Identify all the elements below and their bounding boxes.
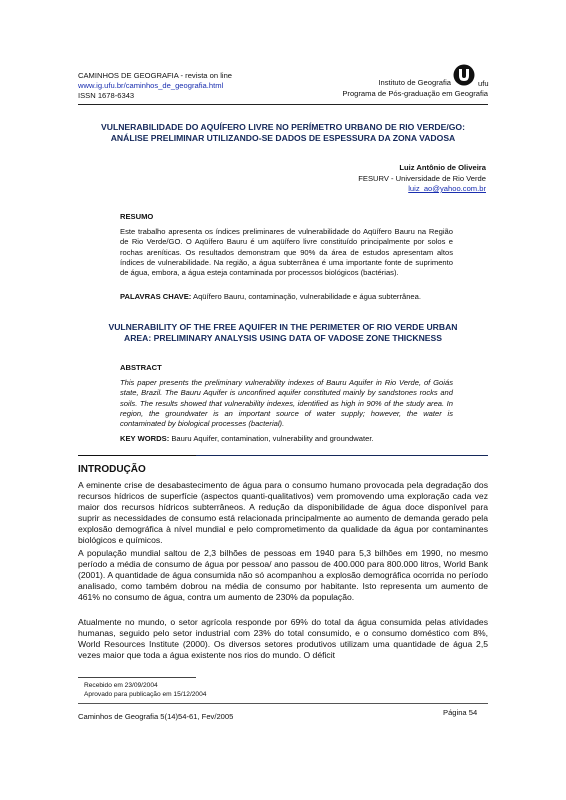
issn: ISSN 1678-6343 [78, 91, 135, 101]
header-divider [78, 104, 488, 105]
title-portuguese [78, 122, 488, 144]
footer-citation: Caminhos de Geografia 5(14)54-61, Fev/2005 [78, 712, 234, 721]
author-affiliation: FESURV - Universidade de Rio Verde [358, 173, 486, 183]
keywords-label-pt: PALAVRAS CHAVE: [120, 292, 192, 301]
intro-heading: INTRODUÇÃO [78, 464, 146, 475]
program-name: Programa de Pós-graduação em Geografia [342, 89, 488, 98]
author-name: Luiz Antônio de Oliveira [399, 163, 486, 172]
resumo-body: Este trabalho apresenta os índices preliminares de vulnerabilidade do Aqüífero Bauru na Região de Rio Verde/GO. O Aqüífero Bauru é um aqüífero livre constituído principalmente por solos e rochas areníticas. Os resultados demonstram que 90% da área de estudos apresentam altos índices de vulnerabilidade. Na região, a água subterrânea é uma importante fonte de suprimento de água, embora, a água esteja contaminada por processos biológicos (bactérias). [120, 227, 453, 278]
footnote-received: Recebido em 23/09/2004 [84, 682, 158, 689]
title-pt-line-1: VULNERABILIDADE DO AQUÍFERO LIVRE NO PERÍMETRO URBANO DE RIO VERDE/GO: [101, 122, 465, 132]
title-english [78, 322, 488, 344]
author-block [358, 163, 486, 195]
resumo-heading: RESUMO [120, 212, 154, 221]
abstract-keywords [120, 434, 453, 444]
intro-paragraph-3: Atualmente no mundo, o setor agrícola responde por 69% do total da água consumida pelas atividades humanas, seguido pelo setor industrial com 23% do total consumido, e o consumo doméstico com 8%, World Resources Institute (2000). Os diversos setores produtivos utilizam uma quantidade de água 2,5 vezes maior que toda a água existente nos rios do mundo. O déficit [78, 617, 488, 661]
intro-paragraph-1: A eminente crise de desabastecimento de água para o consumo humano provocada pela degradação dos recursos hídricos de superfície (aspectos quanti-qualitativos) vem promovendo uma exploração cada vez maior dos recursos hídricos subterrâneos. A redução da disponibilidade de água doce disponível para suprir as necessidades de consumo está relacionada principalmente ao aumento de demanda gerado pela explosão demográfica à nível mundial e pelo comprometimento da qualidade da água por contaminantes biológicos e químicos. [78, 480, 488, 546]
footnote-divider [78, 677, 196, 678]
resumo-keywords [120, 292, 453, 302]
section-divider-right [196, 455, 488, 456]
footnote-approved: Aprovado para publicação em 15/12/2004 [84, 691, 207, 698]
title-en-line-2: AREA: PRELIMINARY ANALYSIS USING DATA OF VADOSE ZONE THICKNESS [124, 333, 442, 343]
author-email-link[interactable]: luiz_ao@yahoo.com.br [408, 184, 486, 193]
journal-name: CAMINHOS DE GEOGRAFIA - revista on line [78, 71, 233, 80]
intro-paragraph-2: A população mundial saltou de 2,3 bilhões de pessoas em 1940 para 5,3 bilhões em 1990, no mesmo período a média de consumo de água por pessoa/ ano passou de 400.000 para 800.000 litros, World Bank (2001). A quantidade de água consumida não só acompanhou a explosão demográfica ocorrida no período analisado, como também dobrou na média de consumo por habitante. Isto representa um aumento de 461% no consumo de água, contra um aumento de 230% da população. [78, 548, 488, 603]
keywords-en: Bauru Aquifer, contamination, vulnerability and groundwater. [171, 434, 374, 443]
abstract-heading: ABSTRACT [120, 363, 162, 372]
page-number: Página 54 [443, 708, 478, 717]
keywords-label-en: KEY WORDS: [120, 434, 170, 443]
journal-header [78, 71, 232, 102]
journal-url-link[interactable]: www.ig.ufu.br/caminhos_de_geografia.html [78, 81, 224, 91]
ufu-logo-icon [453, 64, 475, 86]
title-pt-line-2: ANÁLISE PRELIMINAR UTILIZANDO-SE DADOS DE ESPESSURA DA ZONA VADOSA [110, 133, 456, 143]
keywords-pt: Aqüífero Bauru, contaminação, vulnerabilidade e água subterrânea. [193, 292, 421, 301]
abstract-body: This paper presents the preliminary vulnerability indexes of Bauru Aquifer in Rio Verde, of Goiás state, Brazil. The Bauru Aquifer is unconfined aquifer constituted mainly by sandstones rocks and soils. The results showed that vulnerability indexes, identified as high in 90% of the study area. In region, the groundwater is an important source of water supply; however, the water is contaminated by biological processes (bacterial). [120, 378, 453, 429]
institute-name: Instituto de Geografia [378, 78, 451, 87]
title-en-line-1: VULNERABILITY OF THE FREE AQUIFER IN THE PERIMETER OF RIO VERDE URBAN [108, 322, 458, 332]
footer-divider [78, 703, 488, 704]
section-divider-left [78, 455, 196, 456]
logo-text: ufu [478, 79, 489, 88]
